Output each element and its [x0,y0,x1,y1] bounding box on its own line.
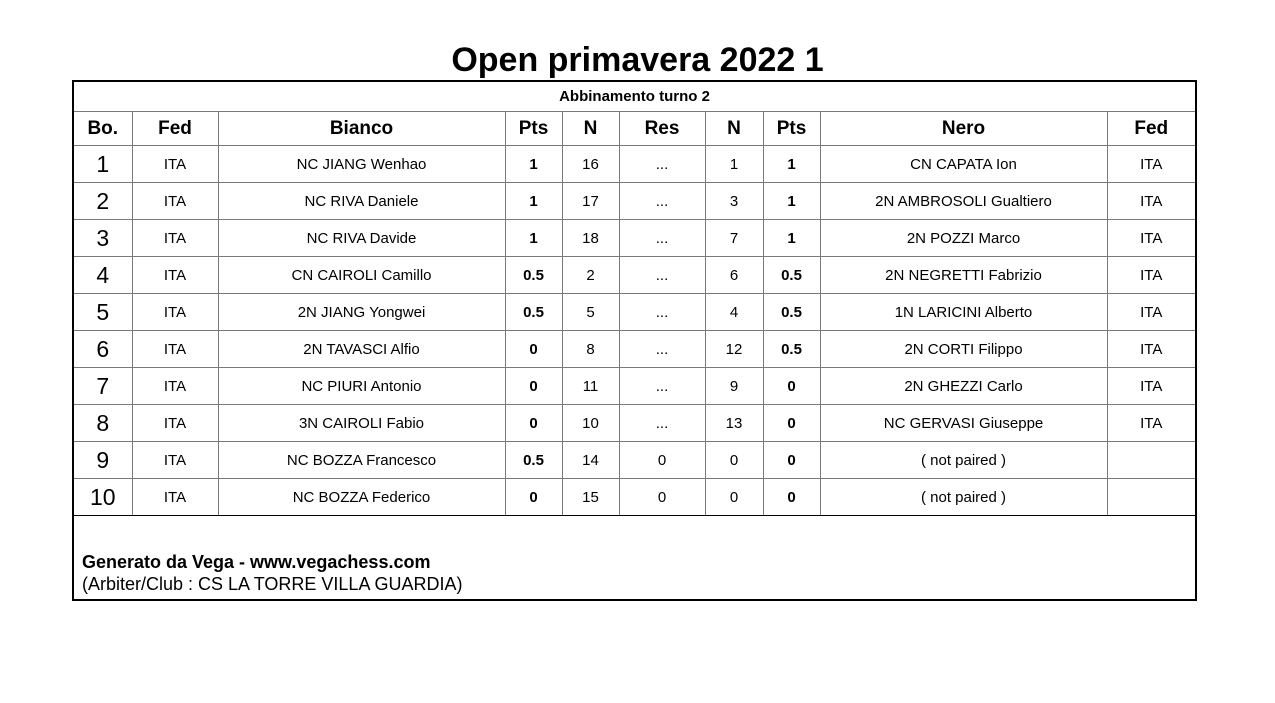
black-federation: ITA [1107,405,1195,442]
black-number: 12 [705,331,763,368]
black-points: 1 [763,183,820,220]
board-number: 6 [74,331,132,368]
black-player: ( not paired ) [820,442,1107,479]
white-number: 18 [562,220,619,257]
white-player: NC PIURI Antonio [218,368,505,405]
round-subtitle: Abbinamento turno 2 [74,82,1195,112]
board-number: 7 [74,368,132,405]
black-federation: ITA [1107,220,1195,257]
header-result: Res [619,112,705,146]
table-row [74,220,1195,257]
black-player: 2N AMBROSOLI Gualtiero [820,183,1107,220]
table-row [74,294,1195,331]
black-player: 1N LARICINI Alberto [820,294,1107,331]
white-points: 0 [505,331,562,368]
table-row [74,368,1195,405]
white-federation: ITA [132,368,218,405]
header-fed-white: Fed [132,112,218,146]
result: ... [619,183,705,220]
board-number: 2 [74,183,132,220]
white-federation: ITA [132,442,218,479]
black-points: 0 [763,442,820,479]
black-points: 0.5 [763,257,820,294]
black-points: 1 [763,220,820,257]
white-points: 0.5 [505,294,562,331]
generator-credit: Generato da Vega - www.vegachess.com [82,552,431,572]
white-player: CN CAIROLI Camillo [218,257,505,294]
white-player: 2N TAVASCI Alfio [218,331,505,368]
pairings-table [74,112,1195,516]
black-player: NC GERVASI Giuseppe [820,405,1107,442]
table-row [74,479,1195,516]
white-number: 8 [562,331,619,368]
result: ... [619,257,705,294]
black-player: CN CAPATA Ion [820,146,1107,183]
black-federation: ITA [1107,331,1195,368]
white-points: 0 [505,479,562,516]
black-number: 1 [705,146,763,183]
white-federation: ITA [132,257,218,294]
black-number: 9 [705,368,763,405]
black-player: ( not paired ) [820,479,1107,516]
table-row [74,442,1195,479]
black-player: 2N GHEZZI Carlo [820,368,1107,405]
black-number: 4 [705,294,763,331]
black-points: 0.5 [763,294,820,331]
white-points: 1 [505,146,562,183]
white-federation: ITA [132,479,218,516]
board-number: 1 [74,146,132,183]
white-player: NC RIVA Daniele [218,183,505,220]
result: ... [619,220,705,257]
black-federation: ITA [1107,183,1195,220]
header-pts-white: Pts [505,112,562,146]
header-n-black: N [705,112,763,146]
white-points: 0 [505,368,562,405]
white-federation: ITA [132,146,218,183]
header-pts-black: Pts [763,112,820,146]
board-number: 3 [74,220,132,257]
pairing-panel [72,80,1197,601]
board-number: 5 [74,294,132,331]
black-points: 0 [763,368,820,405]
white-federation: ITA [132,405,218,442]
result: ... [619,294,705,331]
table-row [74,331,1195,368]
header-black: Nero [820,112,1107,146]
white-points: 0 [505,405,562,442]
table-row [74,146,1195,183]
black-number: 7 [705,220,763,257]
footer [82,551,462,595]
white-player: NC BOZZA Federico [218,479,505,516]
black-points: 0.5 [763,331,820,368]
black-number: 13 [705,405,763,442]
white-federation: ITA [132,183,218,220]
header-board: Bo. [74,112,132,146]
table-row [74,257,1195,294]
table-row [74,405,1195,442]
black-federation: ITA [1107,294,1195,331]
white-number: 14 [562,442,619,479]
board-number: 10 [74,479,132,516]
white-points: 1 [505,220,562,257]
white-number: 5 [562,294,619,331]
white-number: 17 [562,183,619,220]
black-federation [1107,479,1195,516]
white-points: 1 [505,183,562,220]
white-number: 15 [562,479,619,516]
white-federation: ITA [132,331,218,368]
header-white: Bianco [218,112,505,146]
table-header-row [74,112,1195,146]
white-player: 3N CAIROLI Fabio [218,405,505,442]
white-number: 2 [562,257,619,294]
result: ... [619,368,705,405]
white-player: 2N JIANG Yongwei [218,294,505,331]
result: 0 [619,442,705,479]
white-player: NC JIANG Wenhao [218,146,505,183]
black-federation: ITA [1107,146,1195,183]
black-points: 0 [763,405,820,442]
board-number: 8 [74,405,132,442]
black-number: 6 [705,257,763,294]
white-federation: ITA [132,294,218,331]
arbiter-club: (Arbiter/Club : CS LA TORRE VILLA GUARDIA) [82,574,463,594]
board-number: 9 [74,442,132,479]
black-number: 0 [705,442,763,479]
black-player: 2N CORTI Filippo [820,331,1107,368]
white-points: 0.5 [505,442,562,479]
black-federation [1107,442,1195,479]
black-player: 2N POZZI Marco [820,220,1107,257]
white-player: NC RIVA Davide [218,220,505,257]
white-points: 0.5 [505,257,562,294]
board-number: 4 [74,257,132,294]
white-player: NC BOZZA Francesco [218,442,505,479]
black-points: 0 [763,479,820,516]
black-number: 0 [705,479,763,516]
white-federation: ITA [132,220,218,257]
white-number: 16 [562,146,619,183]
black-number: 3 [705,183,763,220]
result: ... [619,146,705,183]
white-number: 11 [562,368,619,405]
header-n-white: N [562,112,619,146]
header-fed-black: Fed [1107,112,1195,146]
result: ... [619,405,705,442]
black-points: 1 [763,146,820,183]
white-number: 10 [562,405,619,442]
page-title: Open primavera 2022 1 [451,41,824,79]
black-player: 2N NEGRETTI Fabrizio [820,257,1107,294]
result: 0 [619,479,705,516]
table-row [74,183,1195,220]
black-federation: ITA [1107,368,1195,405]
black-federation: ITA [1107,257,1195,294]
result: ... [619,331,705,368]
